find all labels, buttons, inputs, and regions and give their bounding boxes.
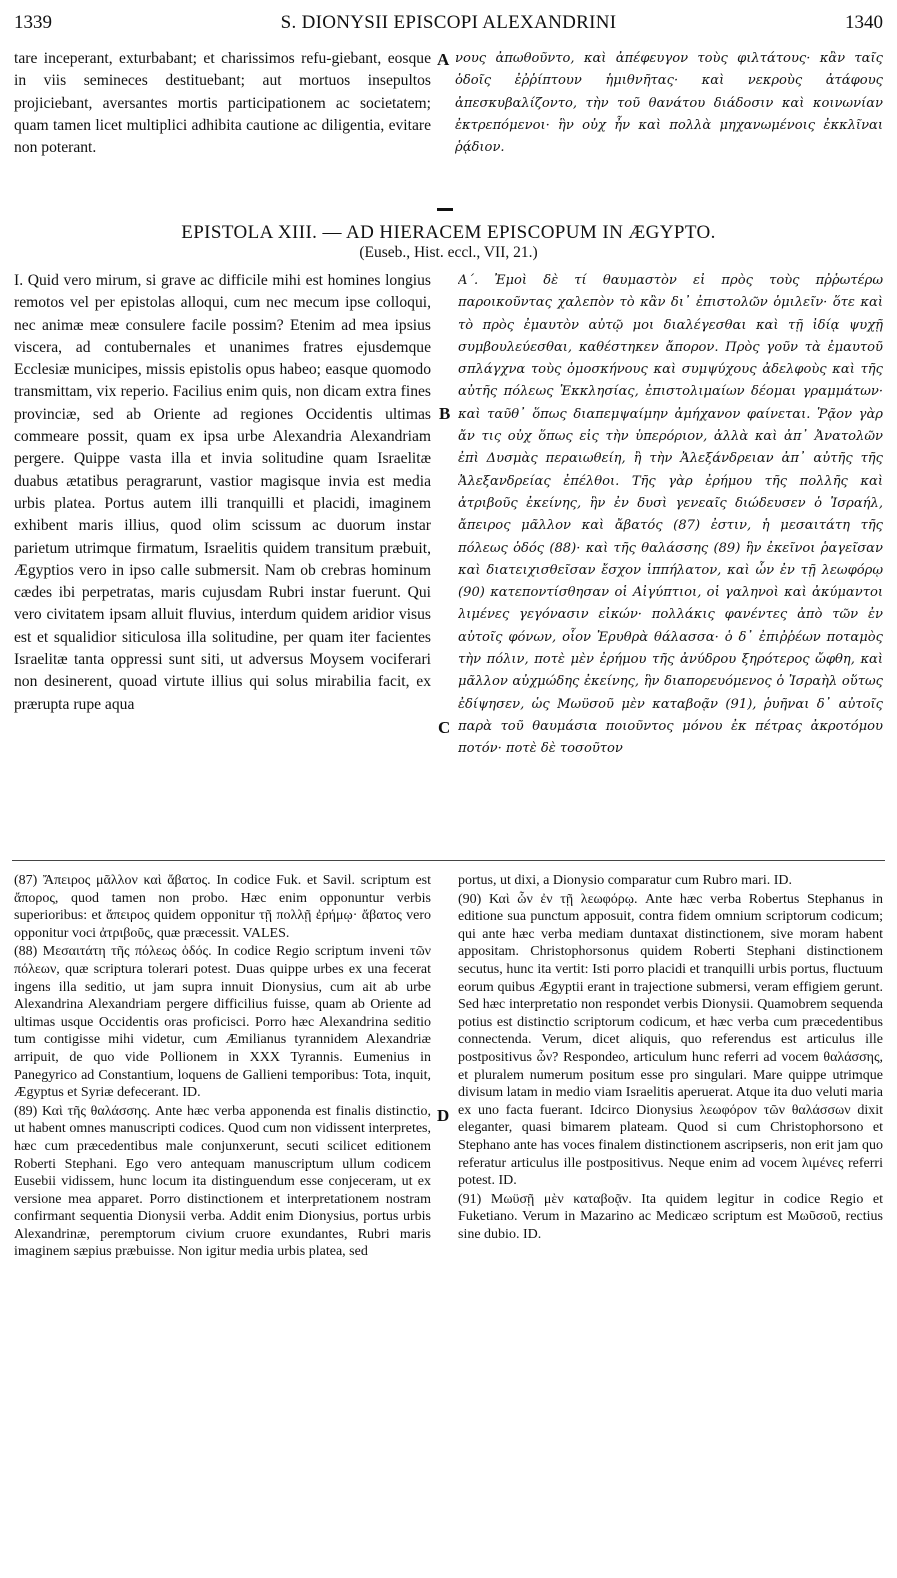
running-head-title: S. DIONYSII EPISCOPI ALEXANDRINI [280, 12, 617, 33]
main-latin-text: I. Quid vero mirum, si grave ac difficile mihi est homines longius remotos vel per epistolas alloqui, cum nec mecum ipse colloqui, nec animæ meæ consulere facile possim? Etenim ad mea ipsius viscera, ad contubernales et unanimes fratres ejusdemque Ecclesiæ municipes, missis epistolis opus habeo; easque quomodo transmittam, vix reperio. Facilius enim quis, non dicam extra fines provinciæ, sed ab Oriente ad regiones Occidentis ultimas commeare possit, quam ex ipsa urbe Alexandria Alexandriam pergere. Quippe vasta illa et invia solitudine quam Israelitæ duabus ætatibus peragrarunt, vastior magisque invia est media urbis platea. Portus autem illi tranquilli et placidi, imaginem exhibent maris illius, quod olim scissum ac duorum instar parietum utrimque firmatum, Israelitis quidem transitum præbuit, Ægyptios vero in ipso calle submersit. Nam ob crebras hominum cædes ibi perpetratas, maris cujusdam Rubri instar fuerunt. Qui vero civitatem ipsam alluit fluvius, interdum quidem aridior visus est et squalidior siticulosa illa solitudine, per quam iter facientes Israelitæ tanta oppressi sunt siti, ut adversus Moysem vociferari non desinerent, quoad virtute illius qui solus mirabilia facit, ex prærupta rupe aqua [14, 272, 431, 713]
main-greek-text: Α΄. Ἐμοὶ δὲ τί θαυμαστὸν εἰ πρὸς τοὺς πῤῥωτέρω παροικοῦντας χαλεπὸν τὸ κἂν δι᾽ ἐπιστολῶν ὁμιλεῖν· ὅτε καὶ τὸ πρὸς ἐμαυτὸν αὐτῷ μοι διαλέγεσθαι καὶ τῇ ἰδίᾳ ψυχῇ συμβουλεύεσθαι, καθέστηκεν ἄπορον. Πρὸς γοῦν τὰ ἐμαυτοῦ σπλάγχνα τοὺς ὁμοσκήνους καὶ συμψύχους ἀδελφοὺς καὶ τῆς αὐτῆς πόλεως Ἐκκλησίας, ἐπιστολιμαίων δέομαι γραμμάτων· καὶ ταῦθ᾽ ὅπως διαπεμψαίμην ἀμήχανον φαίνεται. Ῥᾷον γὰρ ἄν τις οὐχ ὅπως εἰς τὴν ὑπερόριον, ἀλλὰ καὶ ἀπ᾽ Ἀνατολῶν ἐπὶ Δυσμὰς περαιωθείη, ἢ τὴν Ἀλεξάνδρειαν ἀπ᾽ αὐτῆς τῆς Ἀλεξανδρείας ἐπέλθοι. Τῆς γὰρ ἐρήμου τῆς πολλῆς καὶ ἀτριβοῦς ἐκείνης, ἣν ἐν δυσὶ γενεαῖς διώδευσεν ὁ Ἰσραήλ, ἄπειρος μᾶλλον καὶ ἄβατός (87) ἐστιν, ἡ μεσαιτάτη τῆς πόλεως ὁδός (88)· καὶ τῆς θαλάσσης (89) ἣν ἐκεῖνοι ῥαγεῖσαν καὶ διατειχισθεῖσαν ἔσχον ἱππήλατον, καὶ ὧν ἐν τῇ λεωφόρῳ (90) κατεποντίσθησαν οἱ Αἰγύπτιοι, οἱ γαληνοὶ καὶ ἀκύμαντοι λιμένες γεγόνασιν εἰκών· πολλάκις φανέντες ἀπὸ τῶν ἐν αὐτοῖς φόνων, οἷον Ἐρυθρὰ θάλασσα· ὁ δ᾽ ἐπιῤῥέων ποταμὸς τὴν πόλιν, ποτὲ μὲν ἐρήμου τῆς ἀνύδρου ξηρότερος ὤφθη, καὶ μᾶλλον αὐχμώδης ἐκείνης, ἣν διαπορευόμενος ὁ Ἰσραὴλ οὕτως ἐδίψησεν, ὡς Μωϋσοῦ μὲν καταβοᾷν (91), ῥυῆναι δ᾽ αὐτοῖς παρὰ τοῦ θαυμάσια ποιοῦντος μόνου ἐκ πέτρας ἀκροτόμου ποτόν· ποτὲ δὲ τοσοῦτον [458, 273, 883, 757]
notes-left-column [14, 872, 431, 1552]
note-89: (89) Καὶ τῆς θαλάσσης. Ante hæc verba apponenda est finalis distinctio, ut habent omnes manuscripti codices. Quod cum non vidissent interpretes, hæc cum præcedentibus male conjunxerunt, secuti scilicet editionem Roberti Stephani. Ego vero antequam manuscriptum ullum codicem Eusebii vidissem, hunc locum ita distinguendum esse conjeceram, ut ex versione mea apparet. Porro distinctionem et interpretationem nostram confirmant sequentia Dionysii verba. Addit enim Dionysius, portus urbis Alexandrinæ, peremptorum civium cruore exundantes, Rubri maris imaginem sæpius præbuisse. Non igitur media urbis platea, sed [14, 1103, 431, 1260]
note-91: (91) Μωϋσῇ μὲν καταβοᾷν. Ita quidem legitur in codice Regio et Fuketiano. Verum in Mazarino ac Medicæo scriptum est Μωῦσοῦ, rectius sine dubio. ID. [458, 1191, 883, 1242]
epistle-source: (Euseb., Hist. eccl., VII, 21.) [359, 244, 538, 261]
page-number-right: 1340 [845, 12, 883, 33]
running-header [14, 8, 883, 38]
notes-divider [12, 860, 885, 861]
section-dash [437, 208, 453, 211]
margin-letter-c: C [438, 718, 451, 737]
top-latin-text: tare inceperant, exturbabant; et charissimos refu-giebant, eosque in viis semineces destituebant; aut mortuos insepultos projiciebant, aversantes mortis participationem ac societatem; quam tamen licet multiplici adhibita cautione ac diligentia, evitare non poterant. [14, 50, 431, 157]
note-87: (87) Ἄπειρος μᾶλλον καὶ ἄβατος. In codice Fuk. et Savil. scriptum est ἄπορος, quod tamen non probo. Hæc enim opponuntur verbis superioribus: et ἄπειρος quidem opponitur τῇ πολλῇ ἐρήμῳ· ἄβατος vero opponitur voci ἀτριβοῦς, quæ præcessit. VALES. [14, 873, 431, 941]
main-latin-column [14, 270, 431, 852]
epistle-title: EPISTOLA XIII. — AD HIERACEM EPISCOPUM IN ÆGYPTO. [181, 222, 716, 243]
top-greek-column [455, 48, 883, 186]
margin-letter-a: A [437, 50, 450, 69]
notes-right-column [458, 872, 883, 1552]
note-90: (90) Καὶ ὧν ἐν τῇ λεωφόρῳ. Ante hæc verba Robertus Stephanus in editione sua punctum apposuit, contra fidem omnium scriptorum codicum; qui ante hæc verba mediam duntaxat distinctionem, sive moram habent appositam. Christophorsonus quidem Roberti Stephani distinctionem secutus, hunc ita vertit: Isti porro placidi et tranquilli urbis portus, fluctuum eorum quibus Ægyptii erant in trajectione submersi, veram effigiem gerunt. Sed hæc interpretatio non respondet verbis Dionysii. Quamobrem sequenda potius est distinctio scriptorum codicum, et hæc verba cum præcedentibus connectenda. Verum, dicet aliquis, quo referendus est articulus ille postpositivus ὧν? Respondeo, articulum hunc referri ad vocem θαλάσσης, et pluralem numerum positum esse pro singulari. Mare quippe utrimque divisum latam in medio viam Israelitis aperuerat. Atque ita duo veluti maria ex uno facta fuerant. Idcirco Dionysius λεωφόρον τῶν θαλάσσων dixit eleganter, quasi bimarem plateam. Quod si cum Christophorsono et Stephano ante has voces finalem distinctionem ascripseris, non erit jam quo referatur articulus ille postpositivus. Neque enim ad vocem λιμένες referri potest. ID. [458, 891, 883, 1189]
margin-letter-d: D [437, 1106, 450, 1125]
note-88: (88) Μεσαιτάτη τῆς πόλεως ὁδός. In codice Regio scriptum inveni τῶν πόλεων, quæ scriptura tolerari potest. Duas quippe urbes ex una fecerat ingens illa seditio, ut jam supra innuit Dionysius, cum ait ab urbe Alexandrina Alexandriam pergere difficilius fuisse, quam ab Oriente ad ultimas usque Occidentis oras proficisci. Porro hæc Alexandrina seditio tum contigisse mihi videtur, cum Æmilianus tyrannidem Alexandriæ arripuit, de quo vide Pollionem in XXX Tyrannis. Eumenius in Panegyrico ad Constantium, loquens de Gallieni temporibus: Tota, inquit, Ægyptus et Syriæ defecerant. ID. [14, 944, 431, 1101]
note-89-continued: portus, ut dixi, a Dionysio comparatur cum Rubro mari. ID. [458, 873, 792, 888]
top-latin-column [14, 48, 431, 186]
top-greek-text: νους ἀπωθοῦντο, καὶ ἀπέφευγον τοὺς φιλτάτους· κἂν ταῖς ὁδοῖς ἐῤῥίπτουν ἡμιθνῆτας· καὶ νεκροὺς ἀτάφους ἀπεσκυβαλίζοντο, τὴν τοῦ θανάτου διάδοσιν καὶ κοινωνίαν ἐκτρεπόμενοι· ἣν οὐχ ἦν καὶ πολλὰ μηχανωμένοις ἐκκλῖναι ῥᾴδιον. [455, 51, 883, 156]
margin-letter-b: B [439, 404, 451, 423]
main-greek-column [458, 270, 883, 852]
page-number-left: 1339 [14, 12, 52, 33]
